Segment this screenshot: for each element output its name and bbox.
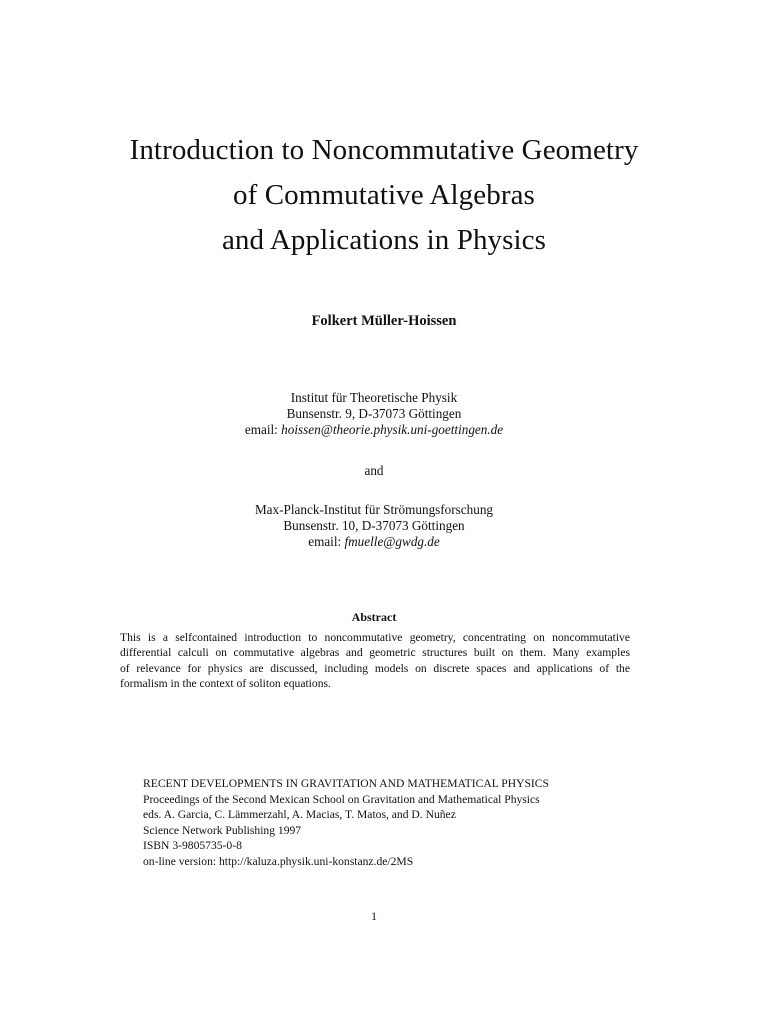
proceedings-editors: eds. A. Garcia, C. Lämmerzahl, A. Macias, T. Matos, and D. Nuñez bbox=[143, 808, 456, 822]
affiliation-1 bbox=[0, 390, 748, 438]
abstract-line-4: formalism in the context of soliton equations. bbox=[120, 676, 331, 690]
affiliation-1-name: Institut für Theoretische Physik bbox=[290, 390, 458, 405]
page-number: 1 bbox=[371, 909, 377, 923]
abstract-line-3: of relevance for physics are discussed, including models on discrete spaces and applications of the bbox=[120, 661, 630, 675]
proceedings-isbn: ISBN 3-9805735-0-8 bbox=[143, 839, 242, 853]
abstract-line-1: This is a selfcontained introduction to noncommutative geometry, concentrating on noncommutative bbox=[120, 631, 630, 644]
paper-title bbox=[0, 128, 768, 263]
author-name: Folkert Müller-Hoissen bbox=[311, 313, 457, 329]
title-line-1: Introduction to Noncommutative Geometry bbox=[129, 134, 639, 166]
proceedings-title: Proceedings of the Second Mexican School on Gravitation and Mathematical Physics bbox=[143, 792, 540, 806]
affiliation-1-email-label: email: bbox=[244, 422, 282, 437]
affiliation-2-name: Max-Planck-Institut für Strömungsforschung bbox=[254, 502, 494, 517]
affiliation-2 bbox=[0, 502, 748, 550]
affiliation-1-address: Bunsenstr. 9, D-37073 Göttingen bbox=[286, 406, 462, 421]
and-separator: and bbox=[364, 463, 384, 478]
affiliation-2-email-line bbox=[0, 534, 748, 550]
affiliation-1-email[interactable]: hoissen@theorie.physik.uni-goettingen.de bbox=[281, 422, 504, 437]
abstract-heading: Abstract bbox=[351, 610, 397, 624]
affiliation-1-email-line bbox=[0, 422, 748, 438]
title-line-3: and Applications in Physics bbox=[221, 224, 547, 256]
proceedings-note bbox=[143, 776, 623, 870]
affiliation-2-address: Bunsenstr. 10, D-37073 Göttingen bbox=[283, 518, 465, 533]
affiliation-2-email[interactable]: fmuelle@gwdg.de bbox=[344, 534, 440, 549]
abstract-line-2: differential calculi on commutative algebras and geometric structures built on them. Many examples bbox=[120, 646, 630, 660]
proceedings-series: RECENT DEVELOPMENTS IN GRAVITATION AND MATHEMATICAL PHYSICS bbox=[143, 777, 549, 790]
proceedings-publisher: Science Network Publishing 1997 bbox=[143, 823, 302, 837]
abstract-text bbox=[120, 630, 630, 691]
proceedings-online-link[interactable]: on-line version: http://kaluza.physik.uni-konstanz.de/2MS bbox=[143, 854, 414, 868]
affiliation-2-email-label: email: bbox=[308, 534, 345, 549]
title-line-2: of Commutative Algebras bbox=[233, 179, 535, 211]
